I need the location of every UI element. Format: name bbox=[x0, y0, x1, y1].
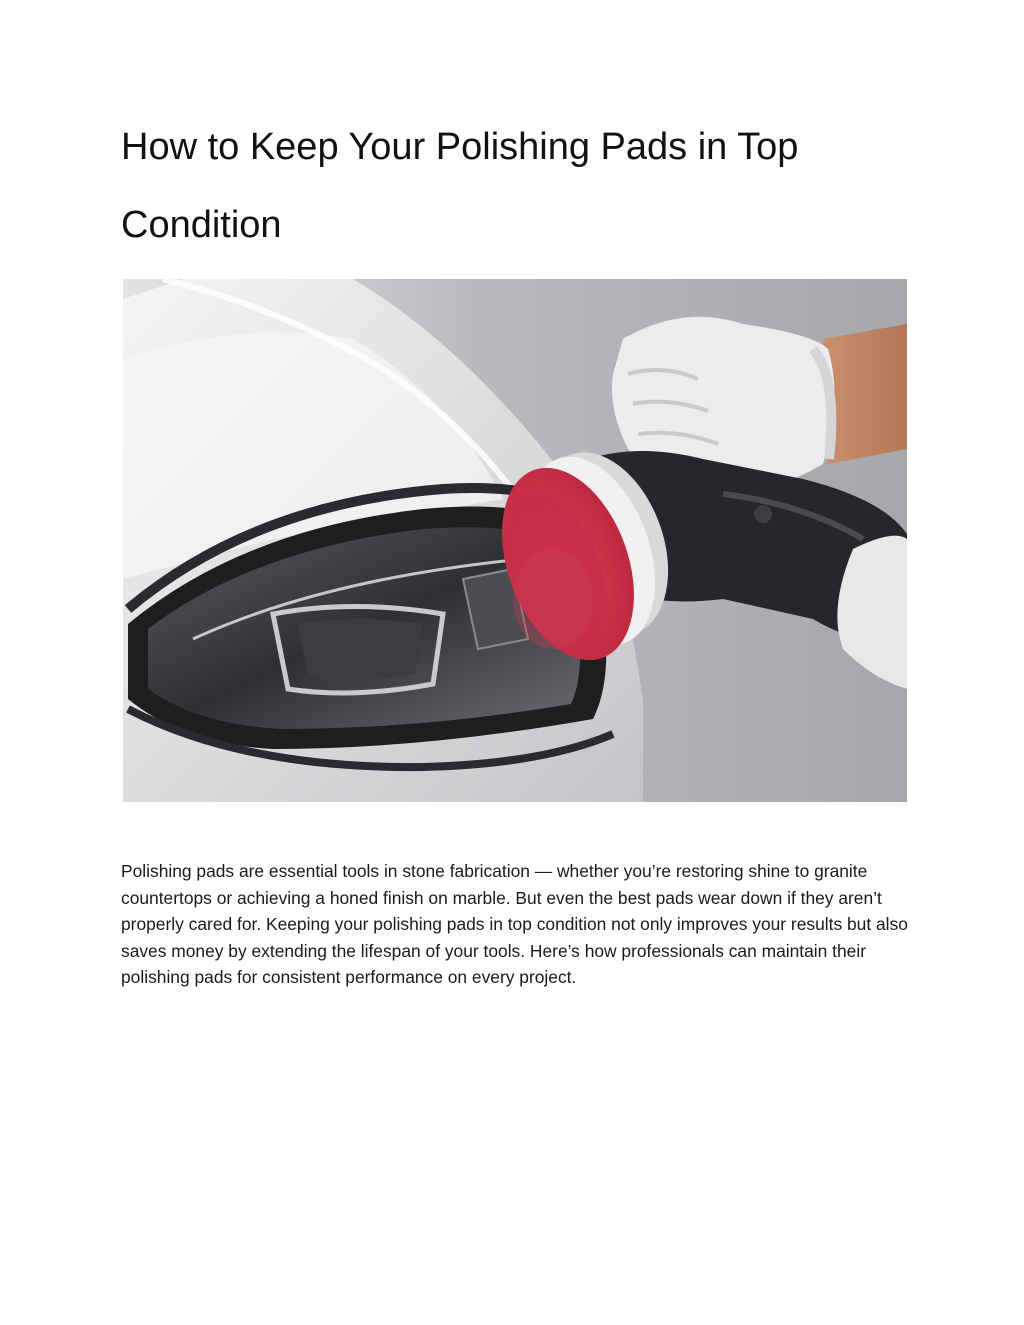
car-headlight-polishing-photo bbox=[123, 279, 907, 802]
hero-image bbox=[123, 279, 907, 802]
page-title: How to Keep Your Polishing Pads in Top Condition bbox=[121, 126, 799, 246]
intro-paragraph: Polishing pads are essential tools in stone fabrication — whether you’re restoring shine to granite countertops or achieving a honed finish on marble. But even the best pads wear down if they aren’t properly cared for. Keeping your polishing pads in top condition not only improves your results but also saves money by extending the lifespan of your tools. Here’s how professionals can maintain their polishing pads for consistent performance on every project. bbox=[121, 861, 908, 988]
